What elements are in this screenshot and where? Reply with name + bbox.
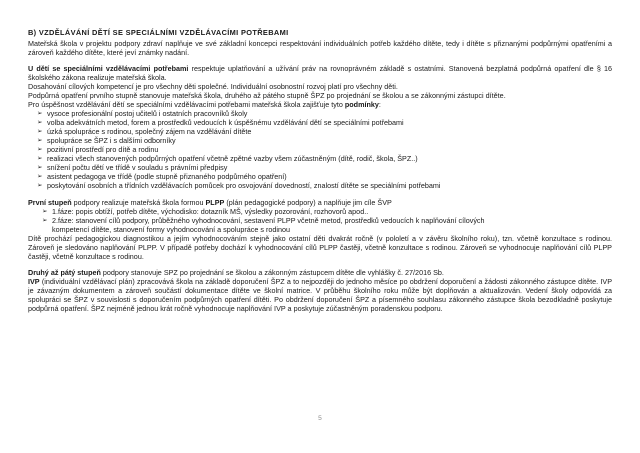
paragraph-support-levels: Podpůrná opatření prvního stupně stanovuje mateřská škola, druhého až pátého stupně ŠPZ po projednání se školou a se zákonnými zástupci dítěte. — [28, 91, 506, 101]
page-title: B) VZDĚLÁVÁNÍ DĚTÍ SE SPECIÁLNÍMI VZDĚLÁVACÍMI POTŘEBAMI — [28, 28, 289, 37]
list-item — [28, 216, 612, 234]
conditions-lead-colon: : — [378, 100, 381, 110]
first-level-lead: První stupeň — [28, 197, 72, 207]
paragraph-second-level — [28, 268, 612, 277]
list-item-label: úzká spolupráce s rodinou, společný zájem na vzdělávání dítěte — [47, 127, 252, 137]
list-item — [28, 163, 612, 172]
list-item — [28, 172, 612, 181]
ivp-text: (individuální vzdělávací plán) zpracovává škola na základě doporučení ŠPZ a to nejpozději do jednoho měsíce po obdržení doporučení a žádosti zákonného zástupce dítěte. IVP je závazným dokumentem a zároveň součástí dokumentace dítěte ve školní matrice. V průběhu školního roku může být doplňován a aktualizován. Vedení školy odpovídá za spolupráci se ŠPZ v souvislosti s doporučením podpůrných opatření dítěti. Po obdržení doporučení ŠPZ a písemného souhlasu zákonného zástupce škola bezodkladně poskytuje podpůrná opatření. ŠPZ nejméně jednou krát ročně vyhodnocuje naplňování IVP a poskytuje zúčastněným poradenskou podporu. — [28, 277, 612, 314]
list-item — [28, 154, 612, 163]
arrow-bullet-icon: ➢ — [37, 146, 43, 154]
paragraph-rights-lead: U dětí se speciálními vzdělávacími potřebami — [28, 63, 189, 73]
paragraph-rights-text: respektuje uplatňování a užívání práv na rovnoprávném základě s ostatními. Stanovená bezplatná podpůrná opatření dle § 16 školského zákona realizuje mateřská škola. — [28, 63, 612, 82]
arrow-bullet-icon: ➢ — [37, 118, 43, 126]
paragraph-ivp — [28, 277, 612, 313]
arrow-bullet-icon: ➢ — [37, 137, 43, 145]
paragraph-rights — [28, 64, 612, 82]
list-item — [28, 145, 612, 154]
arrow-bullet-icon: ➢ — [42, 216, 48, 224]
list-item-label: spolupráce se ŠPZ i s dalšími odborníky — [47, 136, 176, 146]
arrow-bullet-icon: ➢ — [37, 173, 43, 181]
list-item — [28, 181, 612, 190]
list-item-label: 1.fáze: popis obtíží, potřeb dítěte, východisko: dotazník MŠ, výsledky pozorování, rozhovorů apod.. — [52, 206, 369, 216]
second-level-text-a: podpory stanovuje SPZ po projednání se školou a zákonným zástupcem dítěte dle vyhlášky č. 27/2016 Sb. — [100, 268, 444, 278]
conditions-lead-bold: podmínky — [344, 100, 379, 110]
arrow-bullet-icon: ➢ — [37, 164, 43, 172]
first-level-phases-list — [28, 207, 612, 234]
conditions-lead-text: Pro úspěšnost vzdělávání dětí se speciálními vzdělávacími potřebami mateřská škola zajišťuje tyto — [28, 100, 345, 110]
list-item-label: pozitivní prostředí pro dítě a rodinu — [47, 145, 159, 155]
arrow-bullet-icon: ➢ — [37, 128, 43, 136]
paragraph-diagnostics: Dítě prochází pedagogickou diagnostikou a jejím vyhodnocováním stejně jako ostatní děti dvakrát ročně (v pololetí a v závěru školního roku), tzn. včetně konzultace s rodinou. Zároveň je sledováno naplňování PLPP. V případě potřeby dochází k vyhodnocování cílů PLPP častěji, včetně konzultace s rodinou. Zároveň se vyhodnocuje naplňování cílů PLPP častěji, včetně konzultace s rodinou. — [28, 233, 612, 261]
list-item-label: asistent pedagoga ve třídě (podle stupně přiznaného podpůrného opatření) — [47, 172, 287, 182]
list-item-label: snížení počtu dětí ve třídě v souladu s právními předpisy — [47, 163, 228, 173]
paragraph-first-level — [28, 198, 612, 207]
list-item-label-continuation: kompetencí dítěte, stanovení formy vyhodnocování a spolupráce s rodinou — [52, 224, 291, 234]
paragraph-intro: Mateřská škola v projektu podpory zdraví naplňuje ve své základní koncepci respektování individuálních potřeb každého dítěte, tedy i dítěte s přiznanými podpůrnými opatřeními a zároveň každého dítěte, které jeví známky nadání. — [28, 38, 612, 57]
page-number: 5 — [318, 415, 322, 422]
list-item — [28, 109, 612, 118]
first-level-text-b: (plán pedagogické podpory) a naplňuje jim cíle ŠVP — [224, 197, 392, 207]
arrow-bullet-icon: ➢ — [37, 182, 43, 190]
arrow-bullet-icon: ➢ — [37, 155, 43, 163]
arrow-bullet-icon: ➢ — [37, 109, 43, 117]
arrow-bullet-icon: ➢ — [42, 207, 48, 215]
list-item-label: realizaci všech stanovených podpůrných opatření včetně zpětné vazby všem zúčastněným (dítě, rodič, škola, ŠPZ..) — [47, 154, 418, 164]
second-level-lead: Druhý až pátý stupeň — [28, 268, 101, 278]
list-item — [28, 127, 612, 136]
ivp-lead: IVP — [28, 277, 40, 287]
first-level-plpp: PLPP — [205, 197, 225, 207]
list-item — [28, 118, 612, 127]
list-item-label: 2.fáze: stanovení cílů podpory, průběžného vyhodnocování, sestavení PLPP včetně metod, prostředků vedoucích k naplňování cílových — [52, 215, 485, 225]
document-body — [28, 28, 612, 313]
list-item — [28, 136, 612, 145]
paragraph-conditions-lead — [28, 100, 612, 109]
list-item-label: volba adekvátních metod, forem a prostředků vedoucích k úspěšnému vzdělávání dětí se speciálními potřebami — [47, 118, 404, 128]
list-item-label: vysoce profesionální postoj učitelů i ostatních pracovníků školy — [47, 109, 248, 119]
list-item-label: poskytování osobních a třídních vzdělávacích pomůcek pro osvojování dovedností, znalostí dítěte se speciálními potřebami — [47, 181, 441, 191]
list-item — [28, 207, 612, 216]
paragraph-competences: Dosahování cílových kompetencí je pro všechny děti společné. Individuální osobnostní rozvoj platí pro všechny děti. — [28, 81, 398, 91]
conditions-list — [28, 109, 612, 190]
first-level-text-a: podpory realizuje mateřská škola formou — [71, 197, 206, 207]
